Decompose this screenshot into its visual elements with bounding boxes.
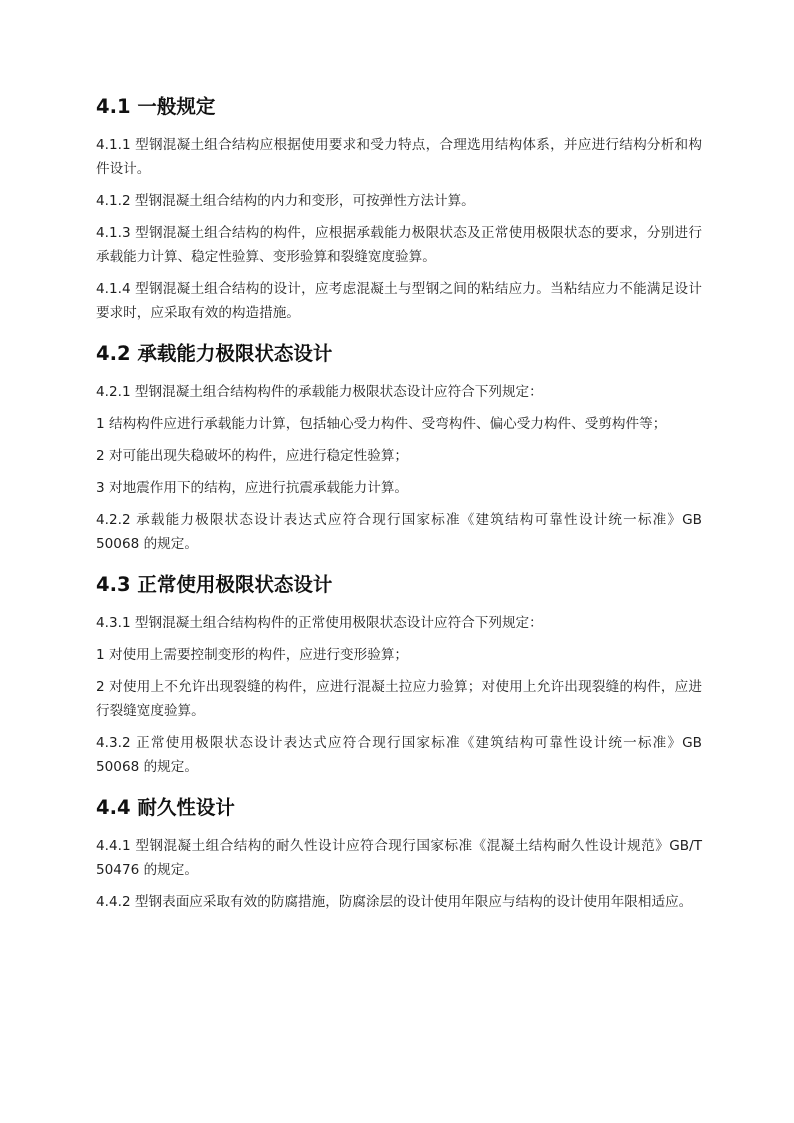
document-page [96,92,702,922]
clause-4-2-2: 4.2.2 承载能力极限状态设计表达式应符合现行国家标准《建筑结构可靠性设计统一标准》GB 50068 的规定。 [96,512,702,552]
clause-4-4-1: 4.4.1 型钢混凝土组合结构的耐久性设计应符合现行国家标准《混凝土结构耐久性设计规范》GB/T 50476 的规定。 [96,838,702,878]
section-4-4 [96,793,702,914]
clause-4-1-3: 4.1.3 型钢混凝土组合结构的构件，应根据承载能力极限状态及正常使用极限状态的要求，分别进行承载能力计算、稳定性验算、变形验算和裂缝宽度验算。 [96,225,702,265]
list-item-2: 2 对使用上不允许出现裂缝的构件，应进行混凝土拉应力验算；对使用上允许出现裂缝的构件，应进行裂缝宽度验算。 [96,679,702,719]
clause-4-3-2: 4.3.2 正常使用极限状态设计表达式应符合现行国家标准《建筑结构可靠性设计统一标准》GB 50068 的规定。 [96,735,702,775]
section-heading: 4.2 承载能力极限状态设计 [96,342,333,365]
section-heading: 4.4 耐久性设计 [96,796,235,819]
clause-4-1-1: 4.1.1 型钢混凝土组合结构应根据使用要求和受力特点，合理选用结构体系，并应进行结构分析和构件设计。 [96,137,702,177]
section-heading: 4.3 正常使用极限状态设计 [96,573,333,596]
list-item-2: 2 对可能出现失稳破坏的构件，应进行稳定性验算； [96,448,409,464]
clause-4-4-2: 4.4.2 型钢表面应采取有效的防腐措施，防腐涂层的设计使用年限应与结构的设计使用年限相适应。 [96,894,693,910]
list-item-1: 1 结构构件应进行承载能力计算，包括轴心受力构件、受弯构件、偏心受力构件、受剪构件等； [96,416,667,432]
clause-4-1-2: 4.1.2 型钢混凝土组合结构的内力和变形，可按弹性方法计算。 [96,193,475,209]
list-item-1: 1 对使用上需要控制变形的构件，应进行变形验算； [96,647,409,663]
section-4-1 [96,92,702,325]
section-4-2 [96,339,702,556]
clause-4-2-1: 4.2.1 型钢混凝土组合结构构件的承载能力极限状态设计应符合下列规定： [96,384,543,400]
clause-4-3-1: 4.3.1 型钢混凝土组合结构构件的正常使用极限状态设计应符合下列规定： [96,615,543,631]
section-heading: 4.1 一般规定 [96,95,216,118]
list-item-3: 3 对地震作用下的结构，应进行抗震承载能力计算。 [96,480,409,496]
clause-4-1-4: 4.1.4 型钢混凝土组合结构的设计，应考虑混凝土与型钢之间的粘结应力。当粘结应力不能满足设计要求时，应采取有效的构造措施。 [96,281,702,321]
section-4-3 [96,570,702,779]
